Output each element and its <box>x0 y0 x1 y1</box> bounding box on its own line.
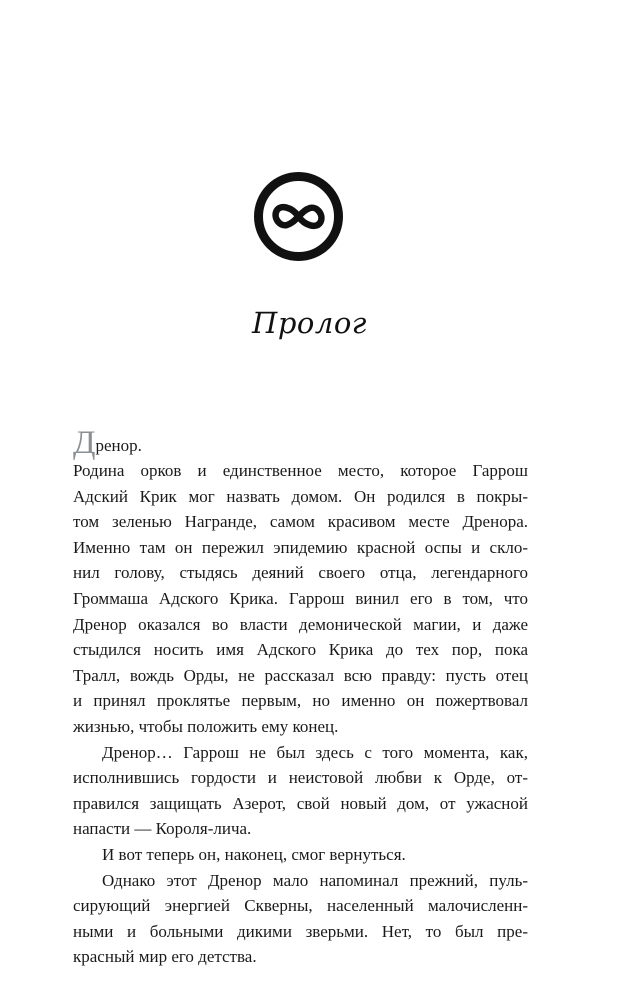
text-line: Дренор оказался во власти демонической магии, и даже <box>73 614 528 634</box>
drop-cap: Д <box>73 425 96 461</box>
text-line: и принял проклятье первым, но именно он пожертвовал <box>73 691 528 711</box>
text-line: Дренор… Гаррош не был здесь с того момента, как, <box>102 742 528 762</box>
text-line: правился защищать Азерот, свой новый дом, от ужасной <box>73 793 528 813</box>
infinity-emblem-icon <box>253 171 344 262</box>
first-line <box>73 425 528 461</box>
text-line: Родина орков и единственное место, которое Гаррош <box>73 461 528 480</box>
text-line: красный мир его детства. <box>73 947 257 967</box>
text-line: Именно там он пережил эпидемию красной оспы и скло- <box>73 537 528 557</box>
text-line: Адский Крик мог назвать домом. Он родился в покры- <box>73 486 528 506</box>
text-line: нил голову, стыдясь деяний своего отца, легендарного <box>73 563 528 583</box>
text-line: стыдился носить имя Адского Крика до тех пор, пока <box>73 640 528 660</box>
text-line: Тралл, вождь Орды, не рассказал всю правду: пусть отец <box>73 665 528 685</box>
chapter-title: Пролог <box>252 306 367 340</box>
text-line: Однако этот Дренор мало напоминал прежний, пуль- <box>102 870 528 890</box>
text-line: И вот теперь он, наконец, смог вернуться. <box>102 844 406 864</box>
text-line: том зеленью Награнде, самом красивом месте Дренора. <box>73 512 528 532</box>
body-text <box>73 425 528 970</box>
text-line: исполнившись гордости и неистовой любви к Орде, от- <box>73 768 528 788</box>
first-word: ренор. <box>95 436 142 455</box>
text-line: сирующий энергией Скверны, населенный малочисленн- <box>73 896 528 916</box>
text-line: ными и больными дикими зверьми. Нет, то был пре- <box>73 921 528 941</box>
text-line: жизнью, чтобы положить ему конец. <box>73 716 339 736</box>
text-line: напасти — Короля-лича. <box>73 819 252 839</box>
text-line: Громмаша Адского Крика. Гаррош винил его в том, что <box>73 588 528 608</box>
